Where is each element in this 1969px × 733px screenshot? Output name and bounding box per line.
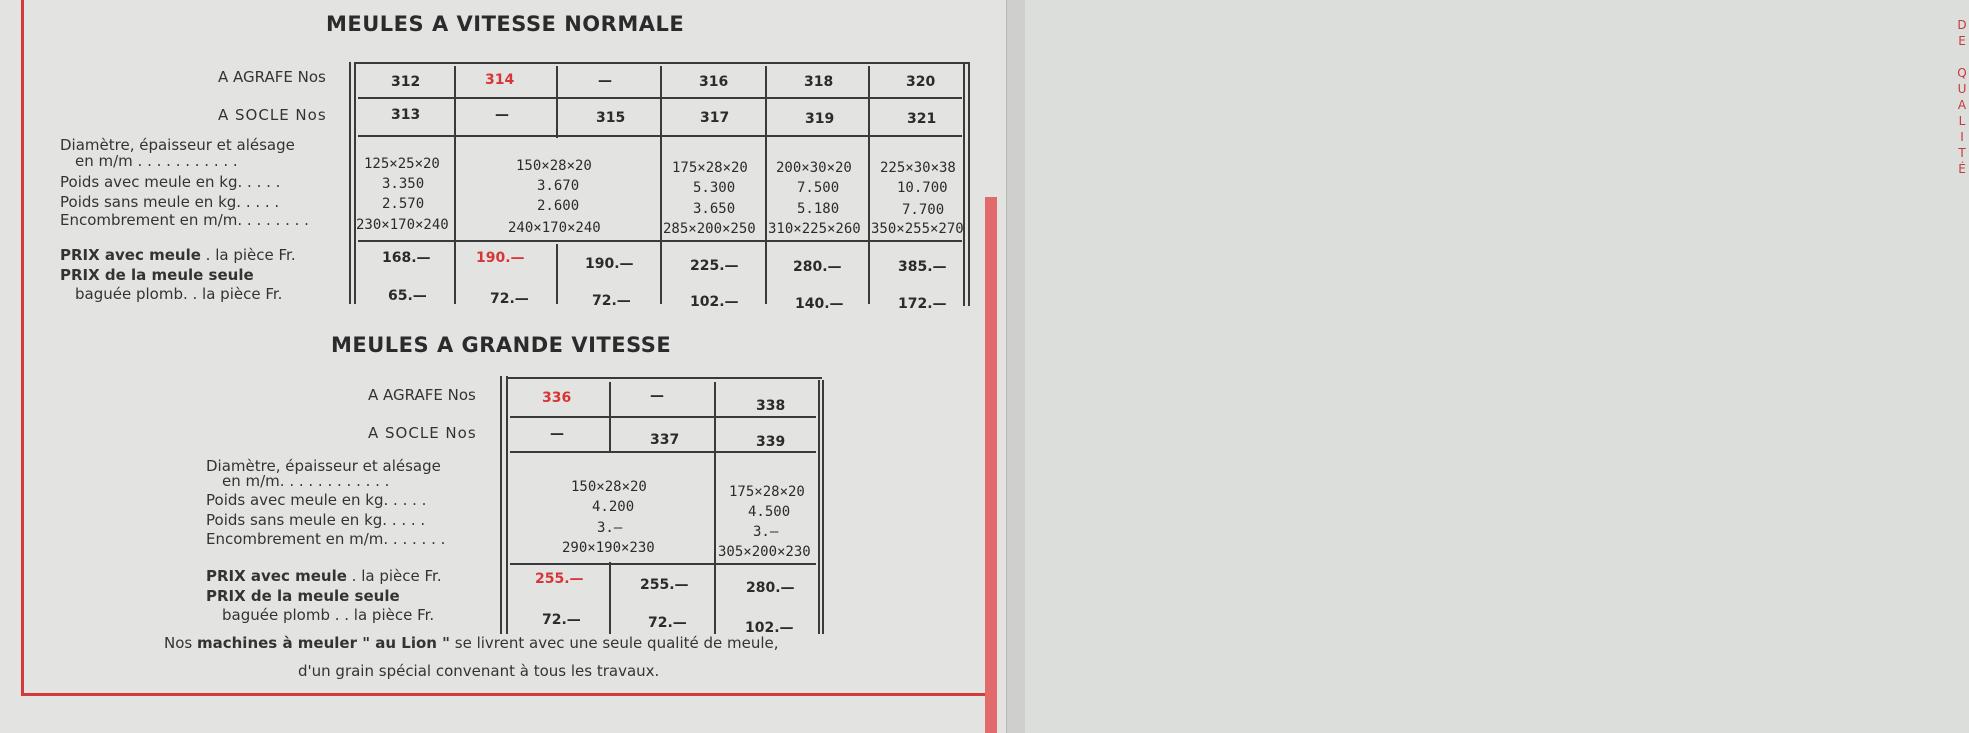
t1-poids-sans-0: 2.570 xyxy=(382,196,425,212)
t1-dim-4: 225×30×38 xyxy=(880,160,956,176)
red-frame-bottom xyxy=(21,693,986,696)
t1-agrafe-0: 312 xyxy=(391,74,421,90)
t1-poids-sans-3: 5.180 xyxy=(797,201,840,217)
t1-encombrement-1: 240×170×240 xyxy=(508,220,601,236)
title-grande: MEULES A GRANDE VITESSE xyxy=(331,333,672,357)
t1-rule xyxy=(358,97,962,99)
page-edge xyxy=(1006,0,1025,733)
t2-prix-avec-0: 255.— xyxy=(535,571,584,587)
label-encombrement-2: Encombrement en m/m. . . . . . . xyxy=(206,530,446,548)
red-side-bar xyxy=(985,197,997,733)
t1-prix-avec-0: 168.— xyxy=(382,250,431,266)
t1-poids-sans-2: 3.650 xyxy=(693,201,736,217)
t2-poids-avec-1: 4.500 xyxy=(748,504,791,520)
t2-prix-avec-1: 255.— xyxy=(640,577,689,593)
t1-dim-2: 175×28×20 xyxy=(672,160,748,176)
t2-prix-avec-2: 280.— xyxy=(746,580,795,596)
label-prix-avec-rest: . la pièce Fr. xyxy=(200,246,296,264)
t2-encombrement-1: 305×200×230 xyxy=(718,544,811,560)
label-prix-avec xyxy=(60,246,296,264)
t2-prix-seule-1: 72.— xyxy=(648,615,687,631)
t1-prix-seule-5: 172.— xyxy=(898,296,947,312)
footer-line-1 xyxy=(164,634,779,652)
t1-rule xyxy=(358,240,962,242)
t2-rule xyxy=(818,380,820,634)
label-diametre-unit-2: en m/m. . . . . . . . . . . . xyxy=(222,472,390,490)
t1-rule xyxy=(556,66,558,138)
t1-socle-5: 321 xyxy=(907,111,937,127)
t1-rule xyxy=(968,62,970,306)
t1-poids-avec-3: 7.500 xyxy=(797,180,840,196)
label-diametre: Diamètre, épaisseur et alésage xyxy=(60,136,295,154)
t1-rule xyxy=(963,62,965,306)
label-agrafe: A AGRAFE Nos xyxy=(218,68,326,86)
t2-socle-2: 339 xyxy=(756,434,786,450)
t2-rule xyxy=(506,377,822,379)
t1-socle-0: 313 xyxy=(391,107,421,123)
label-diametre-2: Diamètre, épaisseur et alésage xyxy=(206,457,441,475)
t1-agrafe-3: 316 xyxy=(699,74,729,90)
t2-dim-0: 150×28×20 xyxy=(571,479,647,495)
t1-prix-avec-4: 280.— xyxy=(793,259,842,275)
t1-rule xyxy=(454,66,456,304)
label-encombrement: Encombrement en m/m. . . . . . . . xyxy=(60,211,309,229)
label-prix-avec-bold: PRIX avec meule xyxy=(60,246,201,264)
t1-dim-3: 200×30×20 xyxy=(776,160,852,176)
t1-socle-1: — xyxy=(495,107,509,123)
label-socle: A SOCLE Nos xyxy=(218,106,327,124)
title-normal: MEULES A VITESSE NORMALE xyxy=(326,12,685,36)
red-frame-left xyxy=(21,0,24,696)
label-prix-avec-rest-2: . la pièce Fr. xyxy=(346,567,442,585)
t2-encombrement-0: 290×190×230 xyxy=(562,540,655,556)
t2-rule xyxy=(506,376,508,634)
t2-prix-seule-2: 102.— xyxy=(745,620,794,636)
t1-prix-avec-2: 190.— xyxy=(585,256,634,272)
footer-end: se livrent avec une seule qualité de meule, xyxy=(450,634,779,652)
label-prix-avec-2 xyxy=(206,567,442,585)
t2-poids-sans-0: 3.— xyxy=(597,520,623,536)
t1-prix-avec-1: 190.— xyxy=(476,250,525,266)
t2-prix-seule-0: 72.— xyxy=(542,612,581,628)
t1-encombrement-3: 310×225×260 xyxy=(768,221,861,237)
t2-rule xyxy=(714,382,716,634)
t1-poids-sans-4: 7.700 xyxy=(902,202,945,218)
t2-agrafe-2: 338 xyxy=(756,398,786,414)
t2-socle-1: 337 xyxy=(650,432,680,448)
footer-line-2: d'un grain spécial convenant à tous les travaux. xyxy=(298,662,660,680)
t2-rule xyxy=(609,562,611,634)
t1-socle-3: 317 xyxy=(700,110,730,126)
t2-agrafe-1: — xyxy=(650,388,664,404)
t1-rule xyxy=(358,135,962,137)
t1-socle-2: 315 xyxy=(596,110,626,126)
label-prix-avec-bold-2: PRIX avec meule xyxy=(206,567,347,585)
t1-rule xyxy=(354,62,356,304)
label-baguee: baguée plomb. . la pièce Fr. xyxy=(75,285,283,303)
t1-prix-avec-5: 385.— xyxy=(898,259,947,275)
t1-rule xyxy=(765,66,767,304)
label-poids-avec: Poids avec meule en kg. . . . . xyxy=(60,173,281,191)
t2-rule xyxy=(822,380,824,634)
t2-rule xyxy=(510,416,816,418)
t1-encombrement-2: 285×200×250 xyxy=(663,221,756,237)
t1-poids-avec-0: 3.350 xyxy=(382,176,425,192)
t1-encombrement-4: 350×255×270 xyxy=(871,221,964,237)
footer-bold: machines à meuler " au Lion " xyxy=(196,634,450,652)
label-baguee-2: baguée plomb . . la pièce Fr. xyxy=(222,606,435,624)
t2-poids-sans-1: 3.— xyxy=(753,524,779,540)
t1-prix-seule-2: 72.— xyxy=(592,293,631,309)
t2-rule xyxy=(510,563,816,565)
t1-agrafe-4: 318 xyxy=(804,74,834,90)
t2-dim-1: 175×28×20 xyxy=(729,484,805,500)
t1-agrafe-1: 314 xyxy=(485,72,515,88)
label-prix-seule-2: PRIX de la meule seule xyxy=(206,587,400,605)
t1-prix-avec-3: 225.— xyxy=(690,258,739,274)
t1-dim-0: 125×25×20 xyxy=(364,156,440,172)
t1-rule xyxy=(556,244,558,304)
label-prix-seule: PRIX de la meule seule xyxy=(60,266,254,284)
t2-agrafe-0: 336 xyxy=(542,390,572,406)
t1-poids-sans-1: 2.600 xyxy=(537,198,580,214)
label-diametre-unit: en m/m . . . . . . . . . . . xyxy=(75,152,238,170)
label-poids-sans-2: Poids sans meule en kg. . . . . xyxy=(206,511,426,529)
label-poids-sans: Poids sans meule en kg. . . . . xyxy=(60,193,280,211)
t1-socle-4: 319 xyxy=(805,111,835,127)
t1-poids-avec-4: 10.700 xyxy=(897,180,948,196)
t1-prix-seule-4: 140.— xyxy=(795,296,844,312)
t1-prix-seule-3: 102.— xyxy=(690,294,739,310)
t1-rule xyxy=(868,66,870,304)
t2-poids-avec-0: 4.200 xyxy=(592,499,635,515)
t1-rule xyxy=(349,62,351,304)
t1-agrafe-5: 320 xyxy=(906,74,936,90)
t1-poids-avec-2: 5.300 xyxy=(693,180,736,196)
t1-prix-seule-1: 72.— xyxy=(490,291,529,307)
label-poids-avec-2: Poids avec meule en kg. . . . . xyxy=(206,491,427,509)
label-agrafe-2: A AGRAFE Nos xyxy=(368,386,476,404)
t1-prix-seule-0: 65.— xyxy=(388,288,427,304)
footer-start: Nos xyxy=(164,634,197,652)
t1-poids-avec-1: 3.670 xyxy=(537,178,580,194)
side-text: DE QUALITÉ xyxy=(1955,18,1969,178)
t2-socle-0: — xyxy=(550,426,564,442)
t1-encombrement-0: 230×170×240 xyxy=(356,217,449,233)
label-socle-2: A SOCLE Nos xyxy=(368,424,477,442)
t2-rule xyxy=(510,451,816,453)
t2-rule xyxy=(500,376,502,634)
t1-rule xyxy=(660,66,662,304)
t1-dim-1: 150×28×20 xyxy=(516,158,592,174)
t1-rule xyxy=(354,62,968,64)
t1-agrafe-2: — xyxy=(598,73,612,89)
